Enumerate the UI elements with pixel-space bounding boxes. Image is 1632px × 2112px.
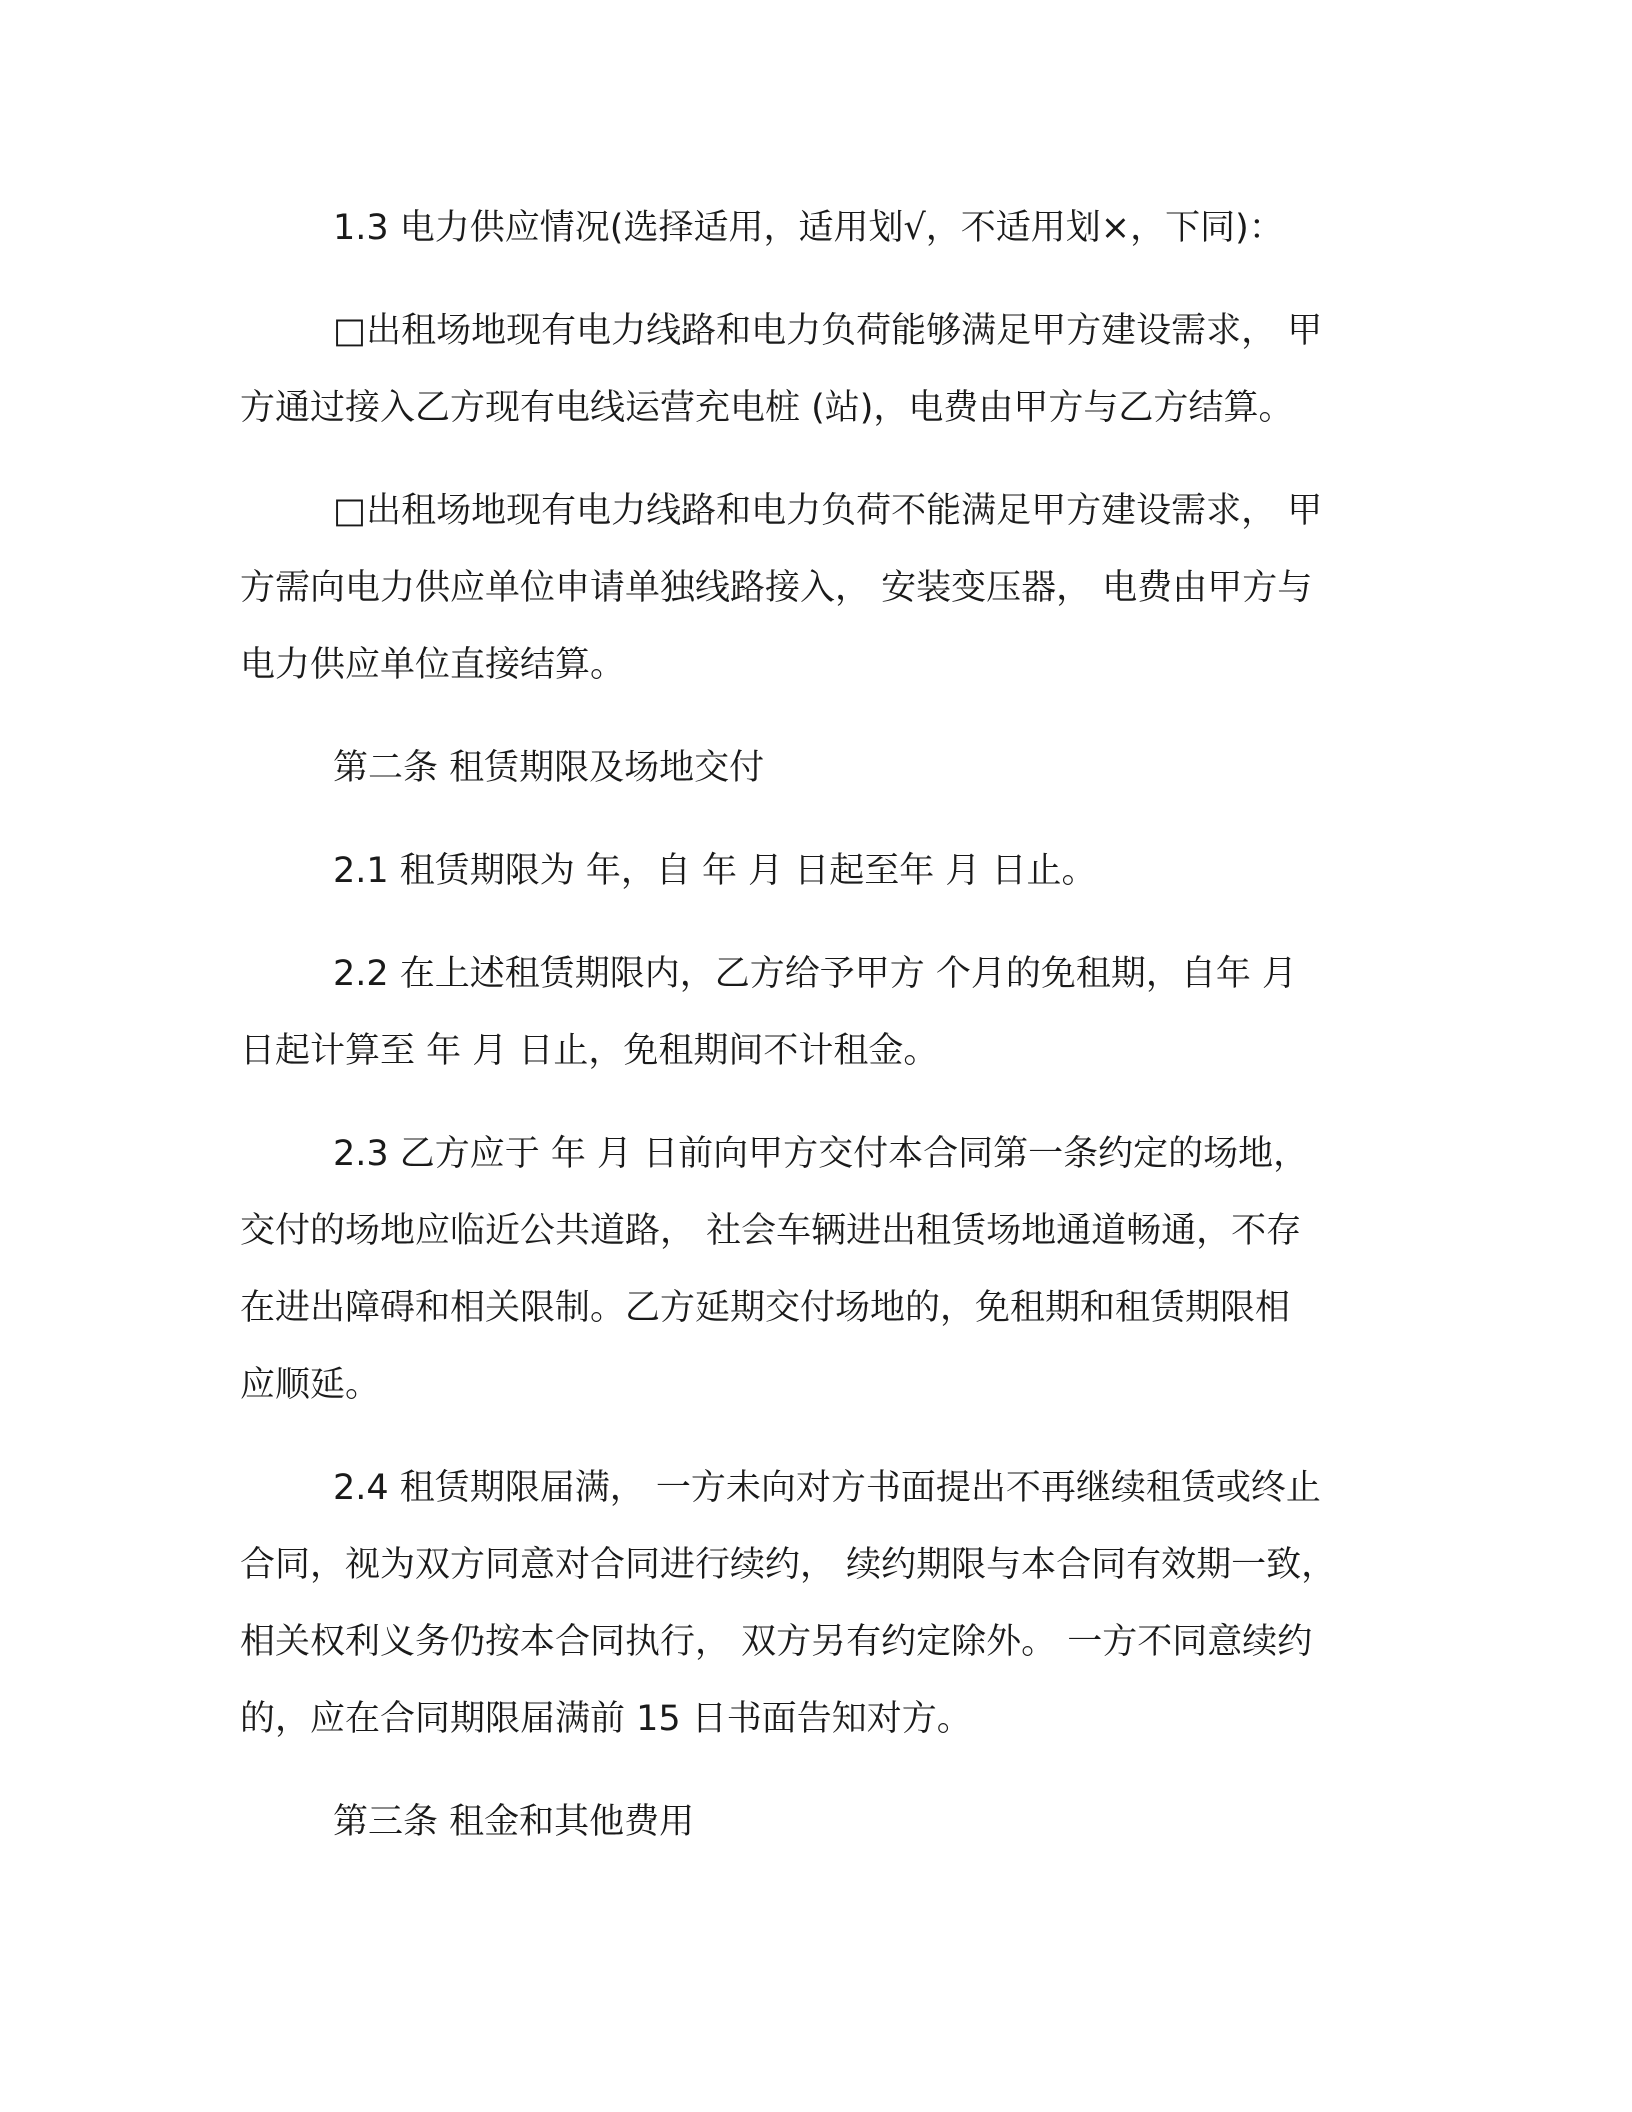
text-line: 的，应在合同期限届满前 15 日书面告知对方。 [240, 1699, 972, 1739]
text-line: 电力供应单位直接结算。 [240, 645, 626, 685]
paragraph-option-separate-line [240, 473, 1390, 704]
text-line: □出租场地现有电力线路和电力负荷能够满足甲方建设需求， 甲 [333, 311, 1323, 351]
text-line: 方通过接入乙方现有电线运营充电桩 (站)，电费由甲方与乙方结算。 [240, 388, 1294, 428]
text-line: 2.4 租赁期限届满， 一方未向对方书面提出不再继续租赁或终止 [333, 1468, 1321, 1508]
text-line: 合同，视为双方同意对合同进行续约， 续约期限与本合同有效期一致， [240, 1545, 1337, 1585]
text-line: 日起计算至 年 月 日止，免租期间不计租金。 [240, 1031, 939, 1071]
text-line: 方需向电力供应单位申请单独线路接入， 安装变压器， 电费由甲方与 [240, 568, 1313, 608]
paragraph-2-4-renewal [240, 1450, 1390, 1758]
paragraph-1-3-power-supply [240, 190, 1390, 267]
paragraph-2-1-lease-term [240, 833, 1390, 910]
text-line: 在进出障碍和相关限制。乙方延期交付场地的，免租期和租赁期限相 [240, 1288, 1291, 1328]
section-heading-article-2: 第二条 租赁期限及场地交付 [333, 748, 765, 788]
paragraph-2-3-site-delivery [240, 1116, 1390, 1424]
document-page [240, 190, 1390, 1887]
text-line: 应顺延。 [240, 1365, 381, 1405]
text-line: 2.3 乙方应于 年 月 日前向甲方交付本合同第一条约定的场地， [333, 1134, 1309, 1174]
text-line: 2.1 租赁期限为 年，自 年 月 日起至年 月 日止。 [333, 851, 1097, 891]
paragraph-2-2-rent-free-period [240, 936, 1390, 1090]
section-heading-article-3: 第三条 租金和其他费用 [333, 1802, 695, 1842]
text-line: 1.3 电力供应情况(选择适用，适用划√，不适用划×，下同)： [333, 208, 1284, 248]
text-line: □出租场地现有电力线路和电力负荷不能满足甲方建设需求， 甲 [333, 491, 1323, 531]
text-line: 交付的场地应临近公共道路， 社会车辆进出租赁场地通道畅通，不存 [240, 1211, 1302, 1251]
paragraph-option-existing-power [240, 293, 1390, 447]
text-line: 2.2 在上述租赁期限内，乙方给予甲方 个月的免租期，自年 月 [333, 954, 1298, 994]
text-line: 相关权利义务仍按本合同执行， 双方另有约定除外。 一方不同意续约 [240, 1622, 1313, 1662]
